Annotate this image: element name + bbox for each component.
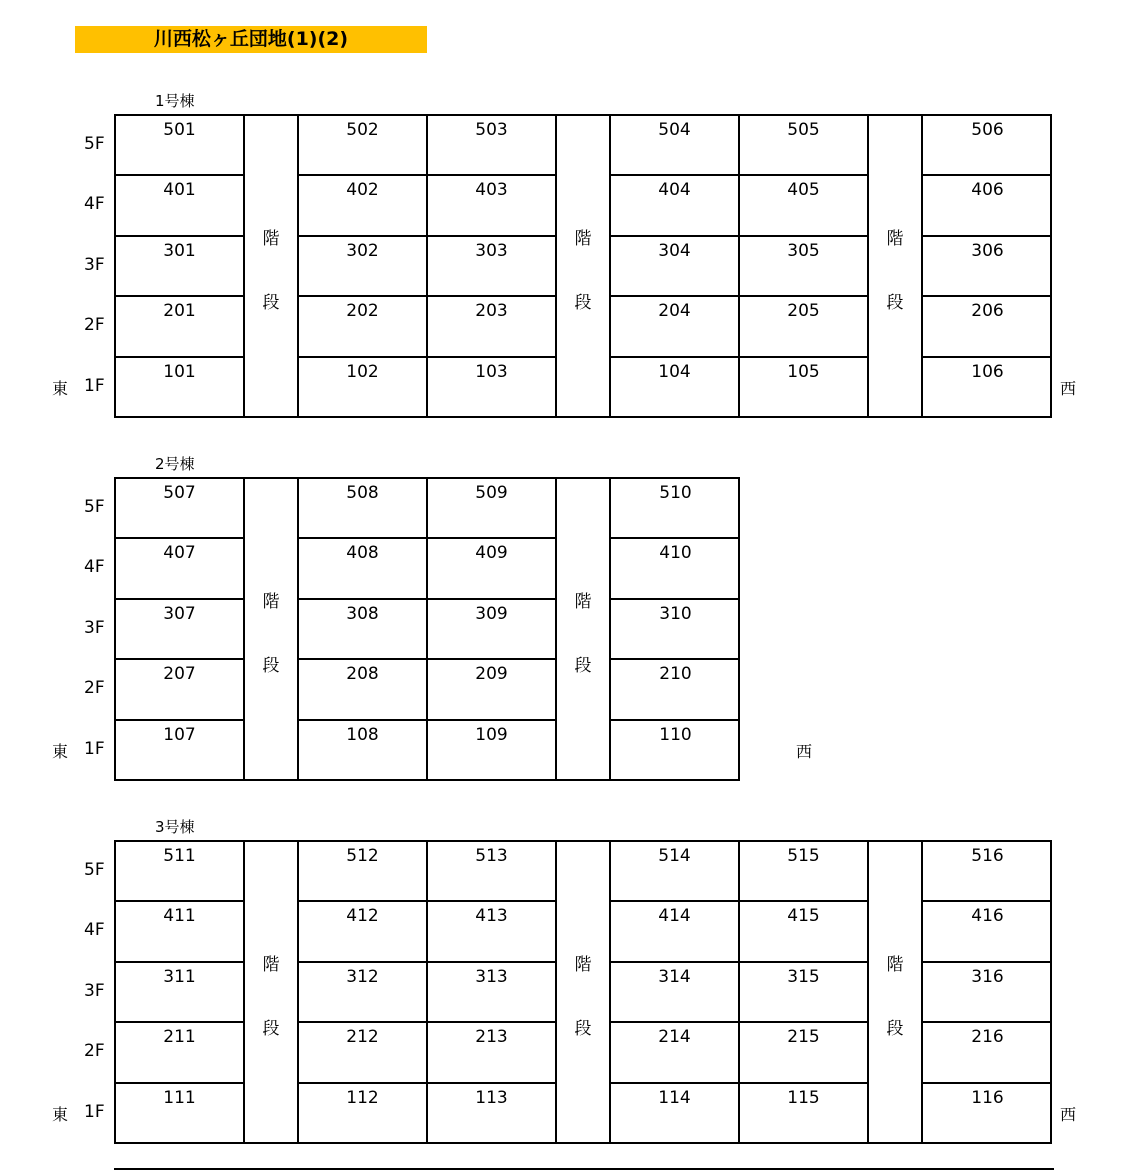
room-cell[interactable]: 112 — [299, 1084, 428, 1144]
room-cell[interactable]: 507 — [116, 479, 245, 539]
room-cell[interactable]: 304 — [611, 237, 740, 297]
room-cell[interactable]: 314 — [611, 963, 740, 1023]
room-cell[interactable]: 502 — [299, 116, 428, 176]
room-cell[interactable]: 514 — [611, 842, 740, 902]
room-cell[interactable]: 508 — [299, 479, 428, 539]
room-cell[interactable]: 503 — [428, 116, 557, 176]
room-cell[interactable]: 206 — [923, 297, 1052, 357]
room-cell[interactable]: 104 — [611, 358, 740, 418]
room-cell[interactable]: 101 — [116, 358, 245, 418]
room-cell[interactable]: 504 — [611, 116, 740, 176]
stair-label: 段 — [574, 656, 592, 676]
room-cell[interactable]: 308 — [299, 600, 428, 660]
west-label: 西 — [796, 741, 813, 761]
room-cell[interactable]: 407 — [116, 539, 245, 599]
room-cell[interactable]: 307 — [116, 600, 245, 660]
room-cell[interactable]: 506 — [923, 116, 1052, 176]
floor-label: 3F — [84, 254, 105, 275]
room-cell[interactable]: 303 — [428, 237, 557, 297]
room-cell[interactable]: 511 — [116, 842, 245, 902]
floor-label: 4F — [84, 194, 105, 215]
floor-label: 1F — [84, 738, 105, 759]
room-cell[interactable]: 306 — [923, 237, 1052, 297]
room-cell[interactable]: 111 — [116, 1084, 245, 1144]
room-cell[interactable]: 401 — [116, 176, 245, 236]
room-cell[interactable]: 207 — [116, 660, 245, 720]
floor-label: 2F — [84, 315, 105, 336]
room-cell[interactable]: 311 — [116, 963, 245, 1023]
west-label: 西 — [1060, 1104, 1077, 1124]
room-cell[interactable]: 201 — [116, 297, 245, 357]
room-cell[interactable]: 210 — [611, 660, 740, 720]
stairwell — [245, 842, 299, 1144]
room-cell[interactable]: 404 — [611, 176, 740, 236]
room-cell[interactable]: 202 — [299, 297, 428, 357]
room-cell[interactable]: 213 — [428, 1023, 557, 1083]
room-cell[interactable]: 405 — [740, 176, 869, 236]
room-cell[interactable]: 305 — [740, 237, 869, 297]
room-cell[interactable]: 215 — [740, 1023, 869, 1083]
room-cell[interactable]: 106 — [971, 361, 1004, 382]
room-cell[interactable]: 414 — [611, 902, 740, 962]
room-cell[interactable]: 216 — [923, 1023, 1052, 1083]
west-label: 西 — [1060, 378, 1077, 398]
room-cell[interactable]: 406 — [923, 176, 1052, 236]
stair-label: 段 — [886, 1019, 904, 1039]
room-cell[interactable]: 115 — [740, 1084, 869, 1144]
room-cell[interactable]: 204 — [611, 297, 740, 357]
room-cell[interactable]: 408 — [299, 539, 428, 599]
room-cell[interactable]: 412 — [299, 902, 428, 962]
stair-label: 段 — [574, 1019, 592, 1039]
floor-label: 2F — [84, 678, 105, 699]
building-name: 1号棟 — [155, 92, 195, 110]
floor-label: 3F — [84, 617, 105, 638]
stair-label: 段 — [574, 293, 592, 313]
stairwell — [869, 842, 923, 1144]
room-cell[interactable]: 203 — [428, 297, 557, 357]
east-label: 東 — [52, 378, 69, 398]
stair-label: 階 — [886, 229, 904, 249]
stair-label: 階 — [574, 955, 592, 975]
room-cell[interactable]: 113 — [428, 1084, 557, 1144]
room-cell[interactable]: 410 — [611, 539, 740, 599]
floor-label: 3F — [84, 980, 105, 1001]
room-cell[interactable]: 509 — [428, 479, 557, 539]
stair-label: 階 — [886, 955, 904, 975]
room-cell[interactable]: 212 — [299, 1023, 428, 1083]
room-cell[interactable]: 510 — [611, 479, 740, 539]
building-grid — [114, 477, 740, 781]
stairwell — [557, 842, 611, 1144]
building-grid — [114, 840, 1052, 1144]
room-cell[interactable]: 310 — [611, 600, 740, 660]
building-name: 2号棟 — [155, 455, 195, 473]
room-cell[interactable]: 505 — [740, 116, 869, 176]
room-cell[interactable]: 301 — [116, 237, 245, 297]
stair-label: 階 — [262, 229, 280, 249]
room-cell[interactable]: 312 — [299, 963, 428, 1023]
stair-label: 階 — [574, 229, 592, 249]
room-cell[interactable]: 315 — [740, 963, 869, 1023]
room-cell[interactable]: 402 — [299, 176, 428, 236]
room-cell[interactable]: 516 — [923, 842, 1052, 902]
floor-label: 2F — [84, 1041, 105, 1062]
stair-label: 段 — [262, 1019, 280, 1039]
stair-label: 階 — [262, 592, 280, 612]
floor-label: 5F — [84, 134, 105, 154]
room-cell[interactable]: 110 — [659, 724, 692, 745]
room-cell[interactable]: 512 — [299, 842, 428, 902]
room-cell[interactable]: 515 — [740, 842, 869, 902]
stair-label: 階 — [262, 955, 280, 975]
room-cell[interactable]: 105 — [740, 358, 869, 418]
stairwell — [245, 479, 299, 781]
room-cell[interactable]: 501 — [116, 116, 245, 176]
floor-label: 1F — [84, 1101, 105, 1122]
page-title: 川西松ヶ丘団地(1)(2) — [75, 26, 427, 53]
room-cell[interactable]: 114 — [611, 1084, 740, 1144]
room-cell[interactable]: 109 — [428, 721, 557, 781]
building-grid — [114, 114, 1052, 418]
bottom-divider — [114, 1168, 1054, 1170]
east-label: 東 — [52, 1104, 69, 1124]
floor-label: 5F — [84, 497, 105, 517]
room-cell[interactable]: 513 — [428, 842, 557, 902]
room-cell[interactable]: 409 — [428, 539, 557, 599]
room-cell[interactable]: 208 — [299, 660, 428, 720]
stair-label: 段 — [886, 293, 904, 313]
room-cell[interactable]: 116 — [971, 1087, 1004, 1108]
room-cell[interactable]: 209 — [428, 660, 557, 720]
floor-label: 1F — [84, 375, 105, 396]
room-cell[interactable]: 313 — [428, 963, 557, 1023]
room-cell[interactable]: 107 — [116, 721, 245, 781]
stair-label: 段 — [262, 656, 280, 676]
stairwell — [557, 116, 611, 418]
room-cell[interactable]: 316 — [923, 963, 1052, 1023]
room-cell[interactable]: 102 — [299, 358, 428, 418]
floor-label: 4F — [84, 920, 105, 941]
room-cell[interactable]: 108 — [299, 721, 428, 781]
stairwell — [245, 116, 299, 418]
room-cell[interactable]: 211 — [116, 1023, 245, 1083]
room-cell[interactable]: 415 — [740, 902, 869, 962]
room-cell[interactable]: 302 — [299, 237, 428, 297]
stairwell — [557, 479, 611, 781]
room-cell[interactable]: 103 — [428, 358, 557, 418]
room-cell[interactable]: 214 — [611, 1023, 740, 1083]
room-cell[interactable]: 416 — [923, 902, 1052, 962]
room-cell[interactable]: 411 — [116, 902, 245, 962]
room-cell[interactable]: 403 — [428, 176, 557, 236]
building-name: 3号棟 — [155, 818, 195, 836]
room-cell[interactable]: 205 — [740, 297, 869, 357]
east-label: 東 — [52, 741, 69, 761]
stair-label: 階 — [574, 592, 592, 612]
room-cell[interactable]: 309 — [428, 600, 557, 660]
floor-label: 5F — [84, 860, 105, 880]
floor-label: 4F — [84, 557, 105, 578]
room-cell[interactable]: 413 — [428, 902, 557, 962]
stairwell — [869, 116, 923, 418]
stair-label: 段 — [262, 293, 280, 313]
